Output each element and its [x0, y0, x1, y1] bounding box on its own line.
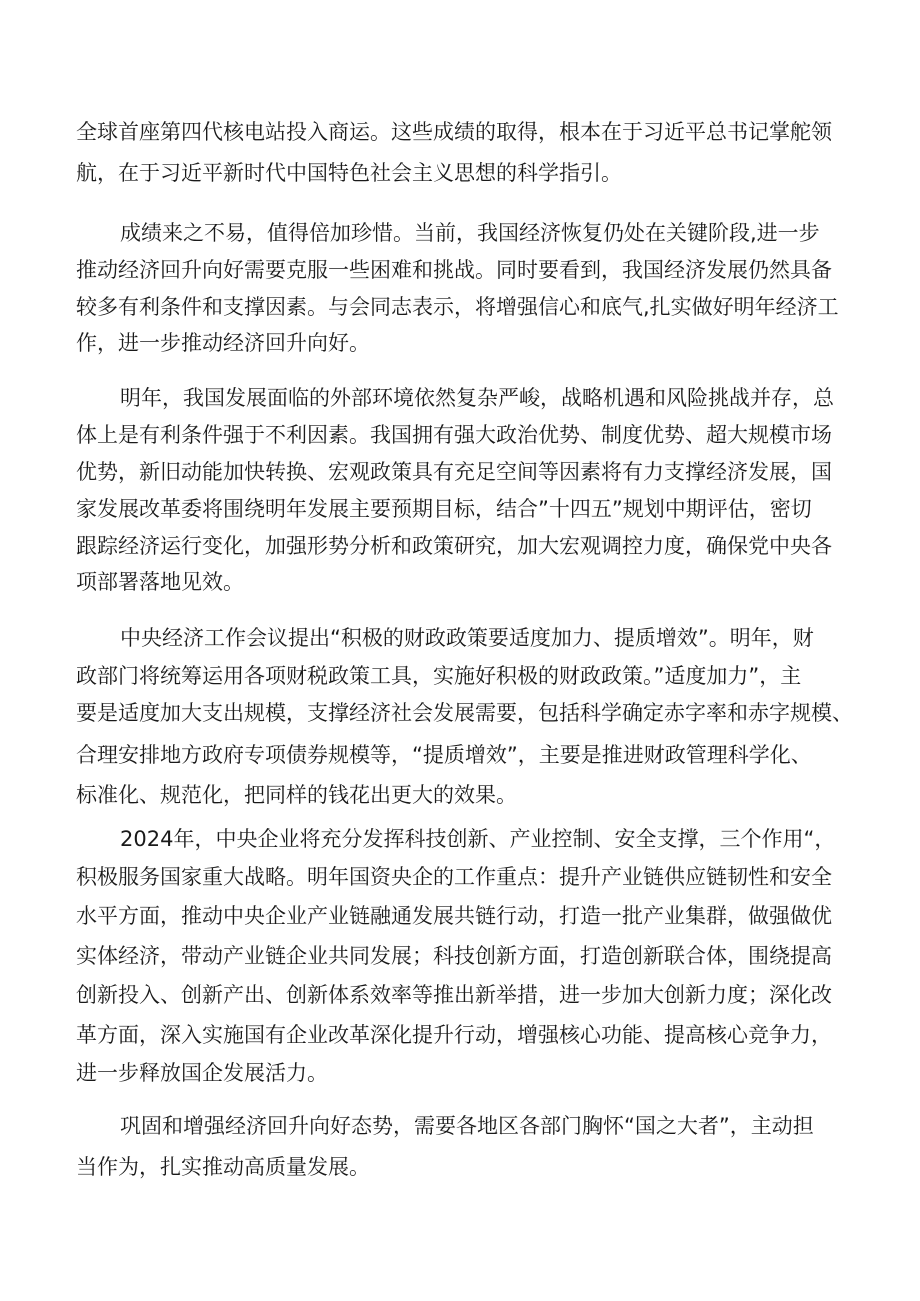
text-line: 中央经济工作会议提出“积极的财政政策要适度加力、提质增效”。明年，财 [120, 626, 814, 650]
text-line: 项部署落地见效。 [76, 570, 244, 594]
text-line: 合理安排地方政府专项债券规模等，“提质增效”，主要是推进财政管理科学化、 [76, 743, 812, 767]
text-line: 较多有利条件和支撑因素。与会同志表示，将增强信心和底气,扎实做好明年经济工 [76, 295, 839, 319]
text-line: 体上是有利条件强于不利因素。我国拥有强大政治优势、制度优势、超大规模市场 [76, 423, 832, 447]
text-line: 政部门将统筹运用各项财税政策工具，实施好积极的财政政策。”适度加力”，主 [76, 664, 802, 688]
text-line: 创新投入、创新产出、创新体系效率等推出新举措，进一步加大创新力度；深化改 [76, 983, 832, 1007]
text-line: 革方面，深入实施国有企业改革深化提升行动，增强核心功能、提高核心竞争力， [76, 1023, 832, 1047]
text-line: 巩固和增强经济回升向好态势，需要各地区各部门胸怀“国之大者”，主动担 [120, 1114, 814, 1138]
text-line: 进一步释放国企发展活力。 [76, 1061, 328, 1085]
text-line: 实体经济，带动产业链企业共同发展；科技创新方面，打造创新联合体，围绕提高 [76, 944, 832, 968]
text-line: 家发展改革委将围绕明年发展主要预期目标，结合”十四五”规划中期评估，密切 [76, 497, 812, 521]
text-line: 要是适度加大支出规模，支撑经济社会发展需要，包括科学确定赤字率和赤字规模、 [76, 701, 853, 725]
text-line: 推动经济回升向好需要克服一些困难和挑战。同时要看到，我国经济发展仍然具备 [76, 258, 832, 282]
text-line: 水平方面，推动中央企业产业链融通发展共链行动，打造一批产业集群，做强做优 [76, 904, 832, 928]
text-line: 成绩来之不易，值得倍加珍惜。当前，我国经济恢复仍处在关键阶段,进一步 [120, 221, 820, 245]
text-line: 积极服务国家重大战略。明年国资央企的工作重点：提升产业链供应链韧性和安全 [76, 865, 832, 889]
text-line: 明年，我国发展面临的外部环境依然复杂严峻，战略机遇和风险挑战并存，总 [120, 386, 834, 410]
text-line: 标准化、规范化，把同样的钱花出更大的效果。 [76, 783, 517, 807]
text-line: 作，进一步推动经济回升向好。 [76, 331, 370, 355]
text-line: 优势，新旧动能加快转换、宏观政策具有充足空间等因素将有力支撑经济发展，国 [76, 460, 832, 484]
text-line: 全球首座第四代核电站投入商运。这些成绩的取得，根本在于习近平总书记掌舵领 [76, 120, 832, 144]
text-line: 航，在于习近平新时代中国特色社会主义思想的科学指引。 [76, 161, 622, 185]
text-line: 跟踪经济运行变化，加强形势分析和政策研究，加大宏观调控力度，确保党中央各 [76, 534, 832, 558]
text-line: 当作为，扎实推动高质量发展。 [76, 1155, 370, 1179]
text-line: 2024年，中央企业将充分发挥科技创新、产业控制、安全支撑，三个作用“， [120, 827, 836, 851]
